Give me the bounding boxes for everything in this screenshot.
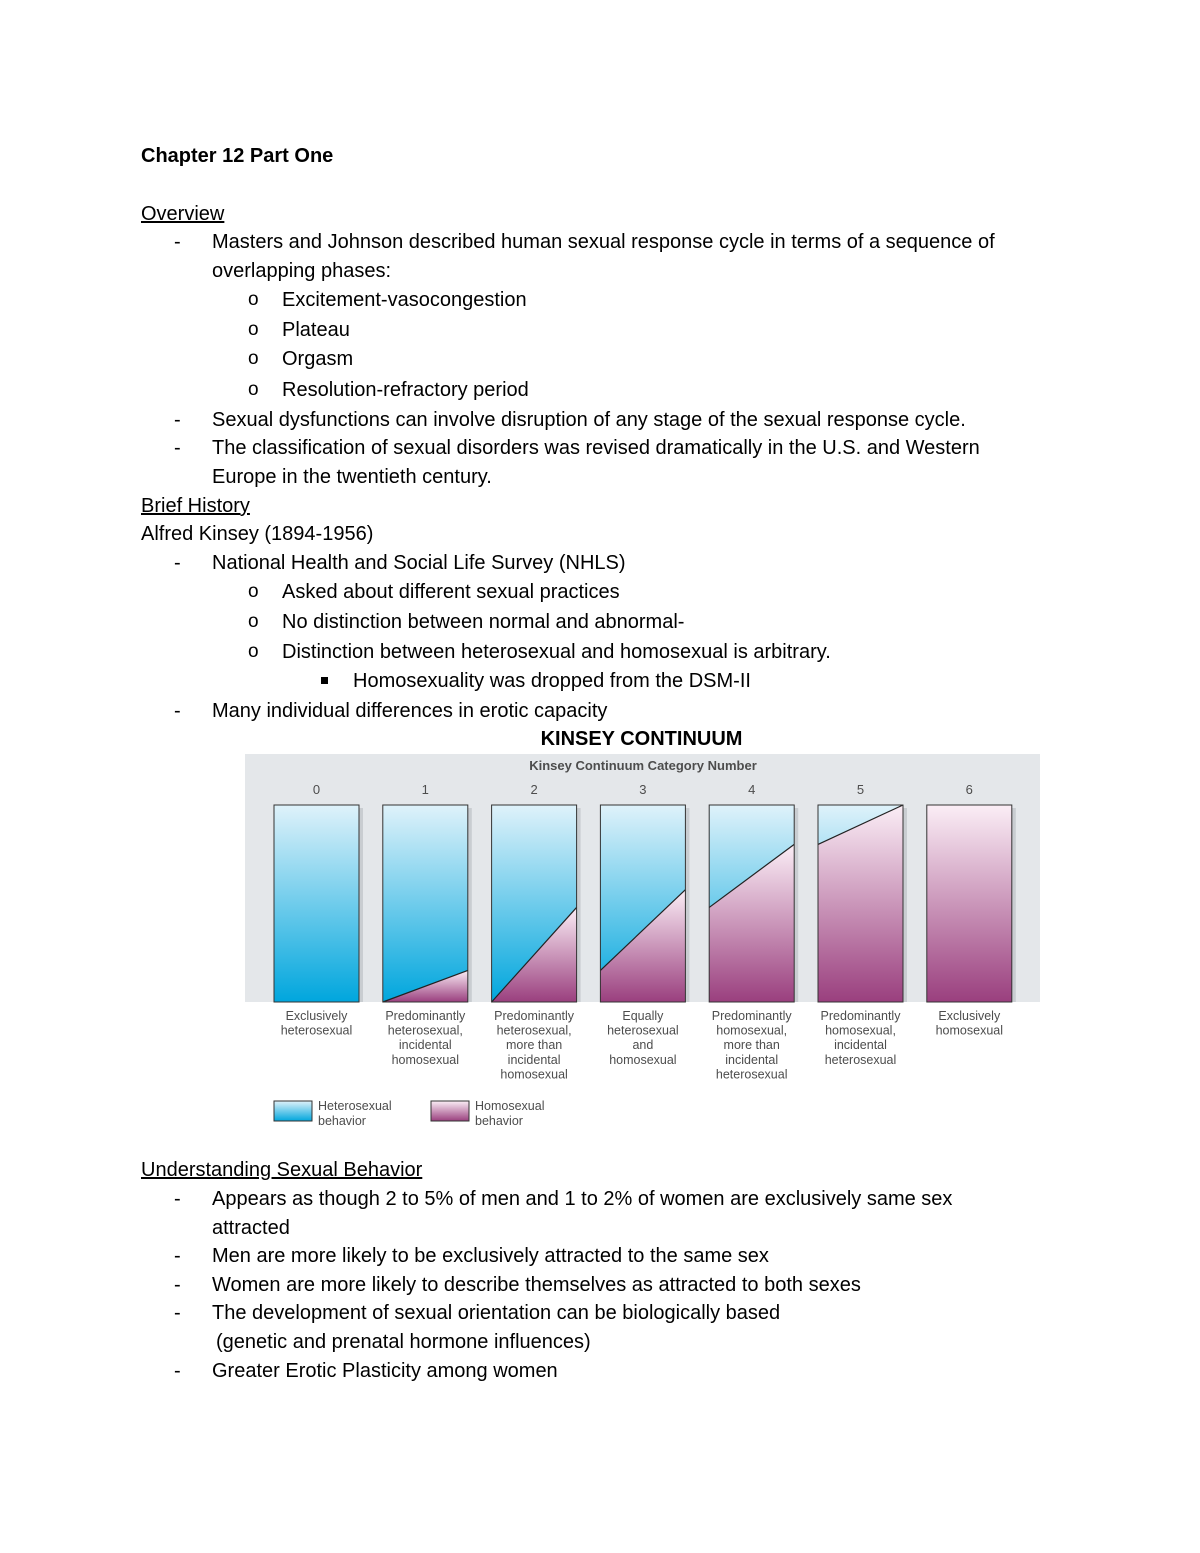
category-label: heterosexual,: [387, 1023, 463, 1038]
legend-label: behavior: [318, 1114, 366, 1128]
bullet-dash: -: [174, 409, 181, 431]
sub-bullet-circle: o: [248, 289, 259, 310]
category-label: Predominantly: [494, 1009, 575, 1023]
overview-bullet-3: The classification of sexual disorders was revised dramatically in the U.S. and Western: [212, 437, 980, 459]
understanding-bullet-1-cont: attracted: [212, 1217, 290, 1239]
category-label: more than: [723, 1038, 780, 1053]
bar-1-heterosexual: [383, 805, 468, 1002]
history-person: Alfred Kinsey (1894-1956): [141, 523, 374, 545]
overview-bullet-1-cont: overlapping phases:: [212, 260, 392, 282]
chart-title: KINSEY CONTINUUM: [540, 728, 743, 750]
bullet-dash: -: [174, 1302, 181, 1324]
legend-label: Homosexual: [475, 1099, 545, 1113]
kinsey-chart: [243, 754, 1040, 1134]
category-label: heterosexual: [607, 1023, 679, 1038]
bullet-dash: -: [174, 1360, 181, 1382]
history-heading: Brief History: [141, 495, 250, 517]
understanding-bullet-4-cont: (genetic and prenatal hormone influences): [216, 1331, 591, 1353]
understanding-bullet-3: Women are more likely to describe themselves as attracted to both sexes: [212, 1274, 861, 1296]
history-sub-item: Distinction between heterosexual and homosexual is arbitrary.: [282, 641, 831, 663]
bullet-dash: -: [174, 1245, 181, 1267]
understanding-bullet-2: Men are more likely to be exclusively attracted to the same sex: [212, 1245, 769, 1267]
bullet-dash: -: [174, 437, 181, 459]
category-label: heterosexual: [715, 1067, 788, 1082]
square-bullet-icon: [321, 677, 328, 684]
kinsey-figure: [243, 724, 1040, 1134]
bullet-dash: -: [174, 552, 181, 574]
category-label: heterosexual: [280, 1023, 353, 1038]
sub-bullet-circle: o: [248, 641, 259, 662]
category-number: 1: [421, 782, 429, 797]
category-number: 5: [856, 782, 865, 797]
history-sub-item: Asked about different sexual practices: [282, 581, 620, 603]
category-label: Predominantly: [820, 1009, 901, 1023]
category-number: 4: [748, 782, 756, 797]
overview-bullet-3-cont: Europe in the twentieth century.: [212, 466, 492, 488]
bar-0-heterosexual: [274, 805, 359, 1002]
history-bullet-2: Many individual differences in erotic capacity: [212, 700, 608, 722]
overview-bullet-2: Sexual dysfunctions can involve disruption of any stage of the sexual response cycle.: [212, 409, 966, 431]
understanding-bullet-4: The development of sexual orientation can be biologically based: [212, 1302, 781, 1324]
category-label: homosexual: [935, 1023, 1004, 1038]
category-label: homosexual: [500, 1067, 568, 1082]
category-label: homosexual,: [825, 1023, 896, 1038]
category-label: heterosexual: [824, 1052, 897, 1067]
bar-6-homosexual: [927, 805, 1012, 1002]
category-label: and: [632, 1038, 654, 1053]
category-label: incidental: [507, 1052, 561, 1067]
bullet-dash: -: [174, 1274, 181, 1296]
history-subsub-item: Homosexuality was dropped from the DSM-II: [353, 670, 751, 692]
understanding-heading: Understanding Sexual Behavior: [141, 1159, 423, 1181]
category-number: 6: [965, 782, 973, 797]
sub-bullet-circle: o: [248, 379, 259, 400]
category-label: Exclusively: [938, 1009, 1001, 1023]
category-label: homosexual,: [716, 1023, 788, 1038]
overview-bullet-1: Masters and Johnson described human sexual response cycle in terms of a sequence of: [212, 231, 995, 253]
category-label: homosexual: [609, 1052, 677, 1067]
category-number: 3: [639, 782, 647, 797]
category-label: incidental: [834, 1038, 887, 1053]
category-number: 2: [530, 782, 538, 797]
phase-item: Excitement-vasocongestion: [282, 289, 527, 311]
category-label: incidental: [398, 1038, 452, 1053]
category-label: heterosexual,: [496, 1023, 572, 1038]
legend-swatch: [431, 1101, 469, 1121]
legend-label: behavior: [475, 1114, 523, 1128]
category-label: more than: [505, 1038, 563, 1053]
category-label: Predominantly: [385, 1009, 466, 1023]
sub-bullet-circle: o: [248, 348, 259, 369]
understanding-bullet-1: Appears as though 2 to 5% of men and 1 to 2% of women are exclusively same sex: [212, 1188, 953, 1210]
page-title: Chapter 12 Part One: [141, 145, 334, 167]
phase-item: Resolution-refractory period: [282, 379, 529, 401]
category-label: incidental: [725, 1052, 779, 1067]
bullet-dash: -: [174, 231, 181, 253]
phase-item: Plateau: [282, 319, 350, 341]
category-label: homosexual: [391, 1052, 460, 1067]
bullet-dash: -: [174, 1188, 181, 1210]
sub-bullet-circle: o: [248, 581, 259, 602]
chart-subtitle: Kinsey Continuum Category Number: [529, 758, 757, 773]
phase-item: Orgasm: [282, 348, 354, 370]
category-label: Predominantly: [711, 1009, 792, 1023]
history-bullet-1: National Health and Social Life Survey (NHLS): [212, 552, 626, 574]
sub-bullet-circle: o: [248, 611, 259, 632]
category-label: Exclusively: [285, 1009, 348, 1023]
legend-label: Heterosexual: [318, 1099, 392, 1113]
history-sub-item: No distinction between normal and abnormal-: [282, 611, 685, 633]
category-number: 0: [312, 782, 321, 797]
category-label: Equally: [622, 1009, 664, 1023]
sub-bullet-circle: o: [248, 319, 259, 340]
overview-heading: Overview: [141, 203, 225, 225]
legend-swatch: [274, 1101, 312, 1121]
understanding-bullet-5: Greater Erotic Plasticity among women: [212, 1360, 558, 1382]
bullet-dash: -: [174, 700, 181, 722]
